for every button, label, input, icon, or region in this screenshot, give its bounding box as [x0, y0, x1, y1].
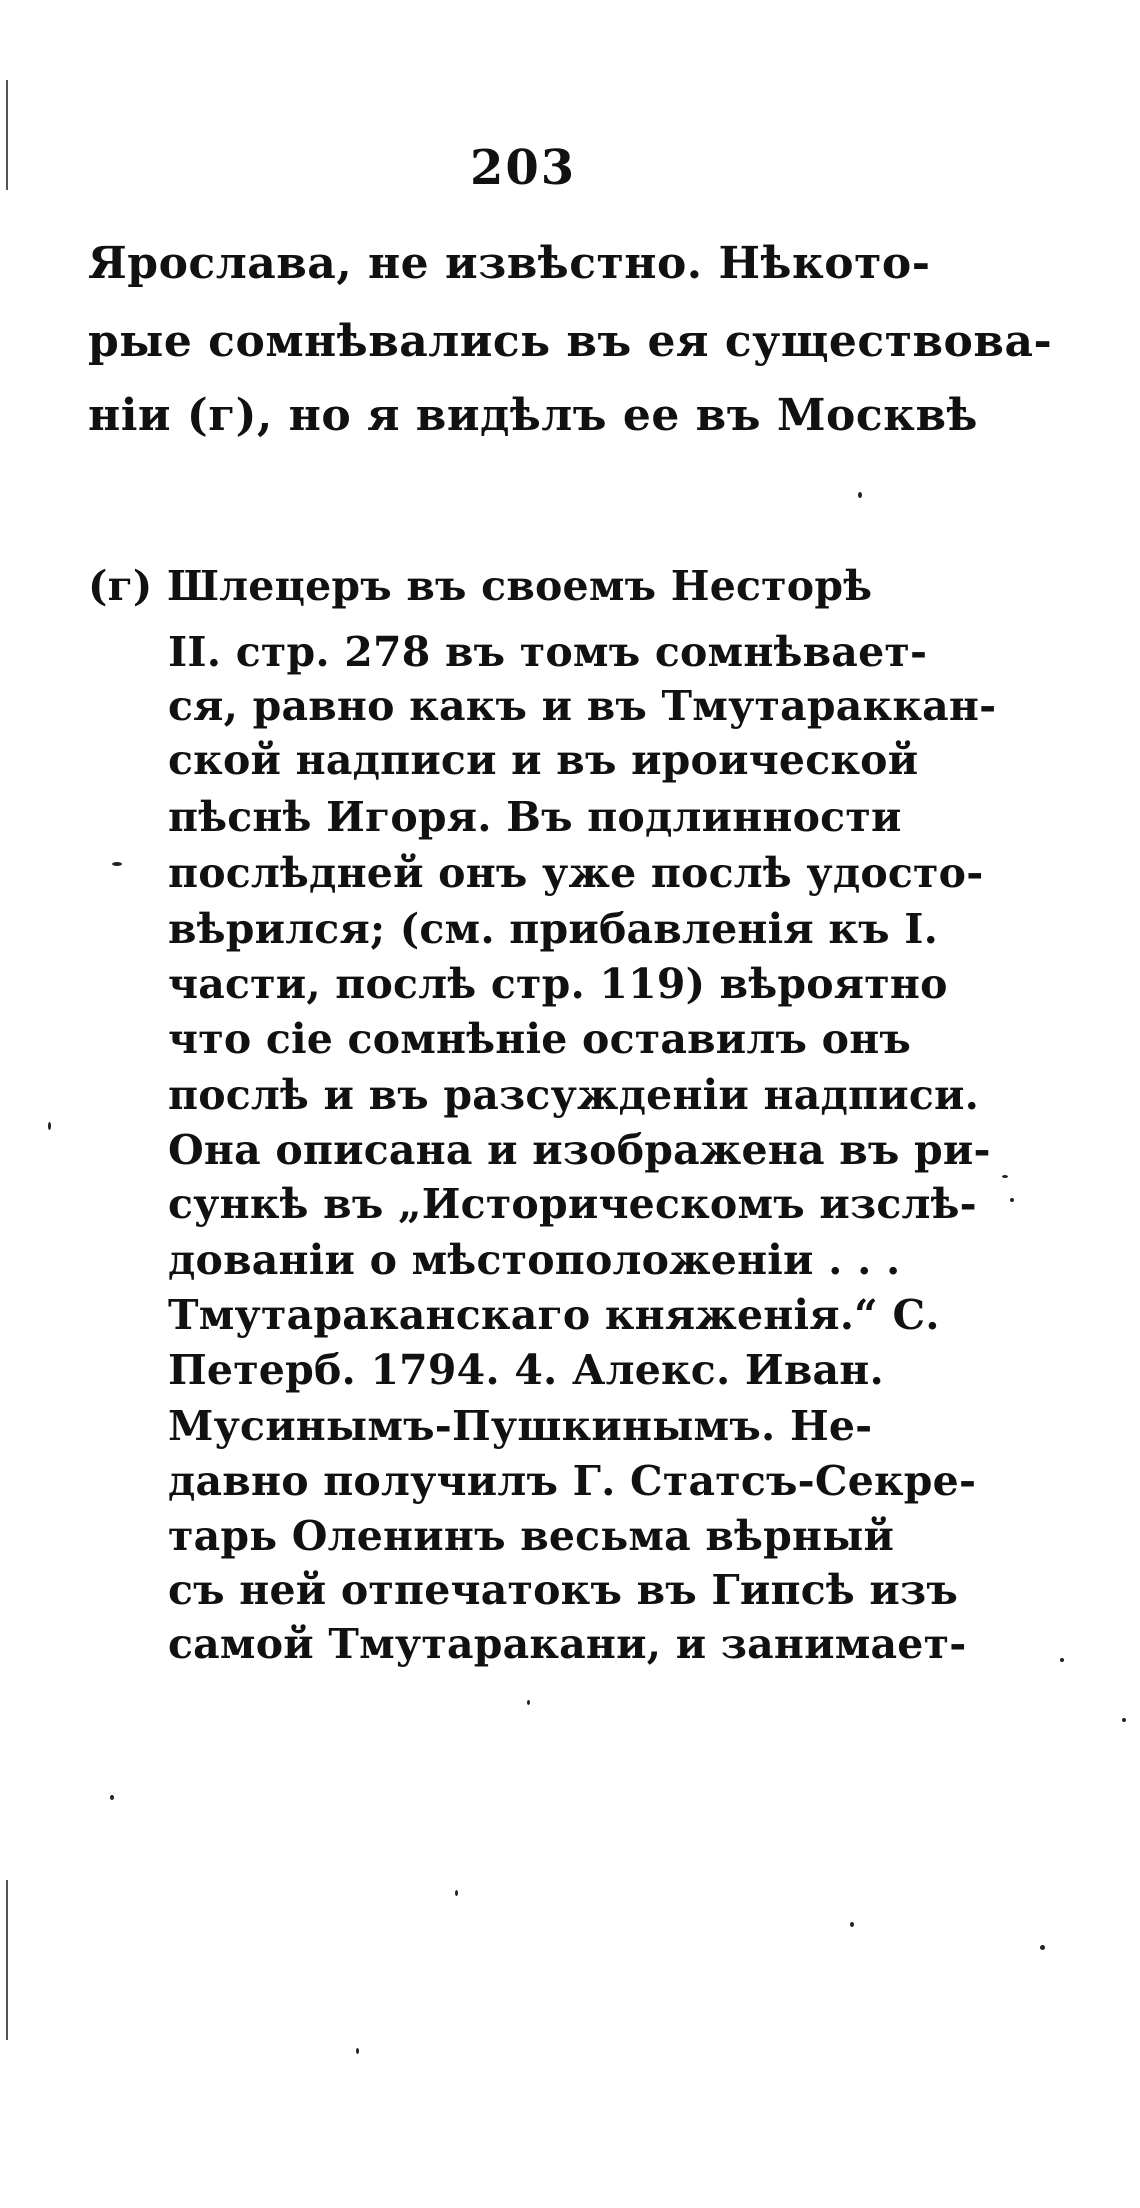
footnote-line: ской надписи и въ ироической: [168, 736, 919, 784]
main-text-line: Ярослава, не извѣстно. Нѣкото-: [88, 238, 931, 289]
scan-speck: [1122, 1718, 1126, 1722]
page-number: 203: [470, 140, 577, 196]
footnote-line: ся, равно какъ и въ Тмутараккан-: [168, 682, 997, 730]
footnote-line: части, послѣ стр. 119) вѣроятно: [168, 960, 948, 1008]
scan-speck: [858, 492, 862, 498]
footnote-line: тарь Оленинъ весьма вѣрный: [168, 1512, 895, 1560]
footnote-line: съ ней отпечатокъ въ Гипсѣ изъ: [168, 1566, 959, 1614]
footnote-line: послѣдней онъ уже послѣ удосто-: [168, 849, 984, 897]
page-edge-line: [6, 80, 8, 190]
scan-speck: [48, 1122, 51, 1130]
scan-speck: [1040, 1945, 1045, 1950]
footnote-line: пѣснѣ Игоря. Въ подлинности: [168, 793, 902, 841]
footnote-line: Петерб. 1794. 4. Алекс. Иван.: [168, 1346, 884, 1394]
scan-speck: [527, 1700, 530, 1705]
footnote-line: (г) Шлецеръ въ своемъ Несторѣ: [88, 562, 873, 610]
footnote-line: вѣрился; (см. прибавленiя къ I.: [168, 905, 939, 953]
footnote-line: дованiи о мѣстоположенiи . . .: [168, 1236, 901, 1284]
footnote-line: давно получилъ Г. Статсъ-Секре-: [168, 1457, 977, 1505]
scan-speck: [850, 1922, 854, 1927]
scan-speck: [110, 1795, 114, 1800]
scan-speck: [455, 1890, 458, 1896]
footnote-line: II. стр. 278 въ томъ сомнѣвает-: [168, 628, 928, 676]
scan-speck: [112, 862, 122, 866]
footnote-line: Тмутараканскаго княженiя.“ С.: [168, 1291, 940, 1339]
scan-speck: [356, 2048, 359, 2054]
footnote-line: Мусинымъ-Пушкинымъ. Не-: [168, 1402, 873, 1450]
footnote-line: самой Тмутаракани, и занимает-: [168, 1620, 967, 1668]
main-text-line: нiи (г), но я видѣлъ ее въ Москвѣ: [88, 390, 978, 441]
footnote-line: сункѣ въ „Историческомъ изслѣ-: [168, 1180, 977, 1228]
scan-speck: [1060, 1658, 1064, 1662]
footnote-line: послѣ и въ разсужденiи надписи.: [168, 1071, 980, 1119]
scan-speck: [1002, 1175, 1008, 1178]
footnote-line: Она описана и изображена въ ри-: [168, 1126, 991, 1174]
main-text-line: рые сомнѣвались въ ея существова-: [88, 316, 1053, 367]
footnote-line: что сiе сомнѣнiе оставилъ онъ: [168, 1015, 912, 1063]
page-edge-line: [6, 1880, 8, 2040]
scan-speck: [1010, 1198, 1014, 1202]
